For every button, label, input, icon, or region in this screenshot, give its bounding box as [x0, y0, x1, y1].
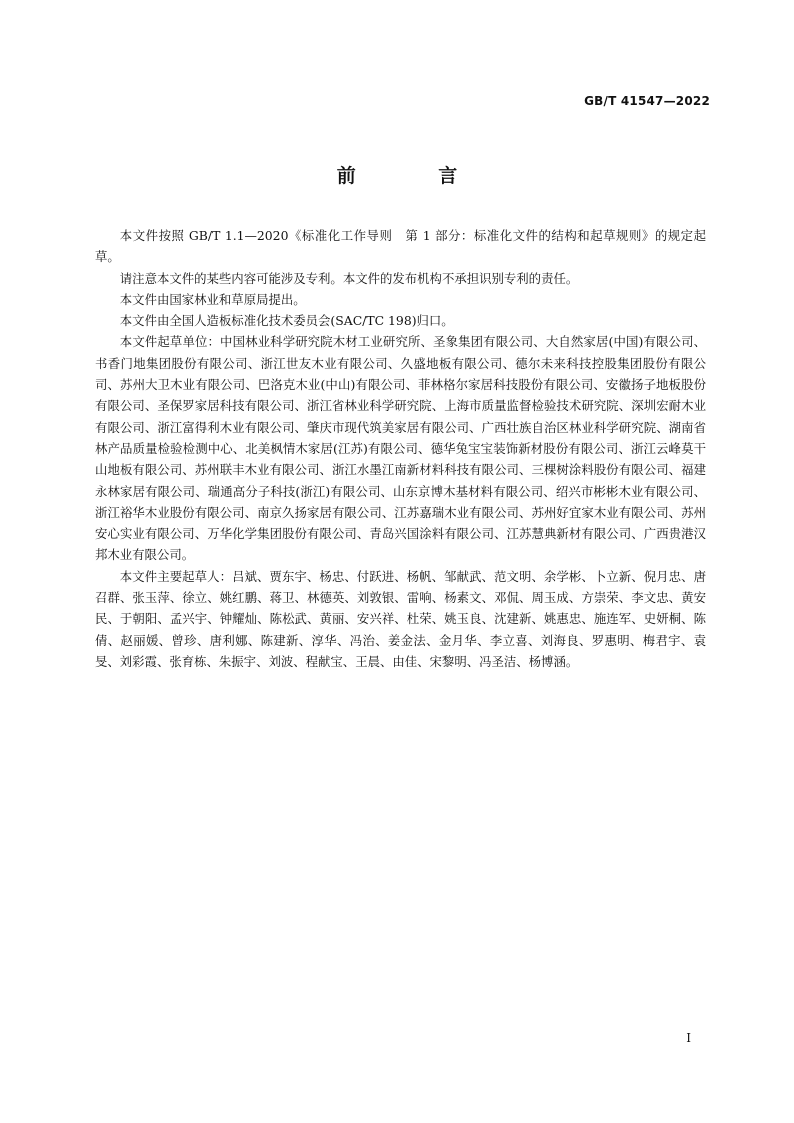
paragraph-proposer: 本文件由国家林业和草原局提出。: [119, 291, 306, 307]
foreword-body: [95, 225, 706, 672]
page-title: 前 言: [336, 165, 496, 187]
paragraph-drafting-organizations: 本文件起草单位：中国林业科学研究院木材工业研究所、圣象集团有限公司、大自然家居(中国)有限公司、书香门地集团股份有限公司、浙江世友木业有限公司、久盛地板有限公司、德尔未来科技控股集团股份有限公司、苏州大卫木业有限公司、巴洛克木业(中山)有限公司、菲林格尔家居科技股份有限公司、安徽扬子地板股份有限公司、圣保罗家居科技有限公司、浙江省林业科学研究院、上海市质量监督检验技术研究院、深圳宏耐木业有限公司、浙江富得利木业有限公司、肇庆市现代筑美家居有限公司、广西壮族自治区林业科学研究院、湖南省林产品质量检验检测中心、北美枫情木家居(江苏)有限公司、德华兔宝宝装饰新材股份有限公司、浙江云峰莫干山地板有限公司、苏州联丰木业有限公司、浙江水墨江南新材料科技有限公司、三棵树涂料股份有限公司、福建永林家居有限公司、瑞通高分子科技(浙江)有限公司、山东京博木基材料有限公司、绍兴市彬彬木业有限公司、浙江裕华木业股份有限公司、南京久扬家居有限公司、江苏嘉瑞木业有限公司、苏州好宜家木业有限公司、苏州安心实业有限公司、万华化学集团股份有限公司、青岛兴国涂料有限公司、江苏慧典新材有限公司、广西贵港汉邦木业有限公司。: [95, 334, 706, 563]
paragraph-drafting-rules: 本文件按照 GB/T 1.1—2020《标准化工作导则 第 1 部分：标准化文件的结构和起草规则》的规定起草。: [95, 228, 706, 265]
page-number: I: [686, 1031, 691, 1045]
standard-number: GB/T 41547—2022: [584, 94, 710, 108]
paragraph-technical-committee: 本文件由全国人造板标准化技术委员会(SAC/TC 198)归口。: [119, 313, 454, 329]
paragraph-drafters: 本文件主要起草人：吕斌、贾东宇、杨忠、付跃进、杨帆、邹献武、范文明、余学彬、卜立新、倪月忠、唐召群、张玉萍、徐立、姚红鹏、蒋卫、林德英、刘敦银、雷响、杨素文、邓侃、周玉成、方崇荣、李文忠、黄安民、于朝阳、孟兴宇、钟耀灿、陈松武、黄丽、安兴祥、杜荣、姚玉良、沈建新、姚惠忠、施连军、史妍桐、陈倩、赵丽媛、曾珍、唐利娜、陈建新、淳华、冯治、姜金法、金月华、李立喜、刘海良、罗惠明、梅君宇、袁旻、刘彩霞、张育栋、朱振宇、刘波、程献宝、王晨、由佳、宋黎明、冯圣洁、杨博涵。: [95, 568, 706, 669]
paragraph-patent-notice: 请注意本文件的某些内容可能涉及专利。本文件的发布机构不承担识别专利的责任。: [119, 270, 579, 286]
